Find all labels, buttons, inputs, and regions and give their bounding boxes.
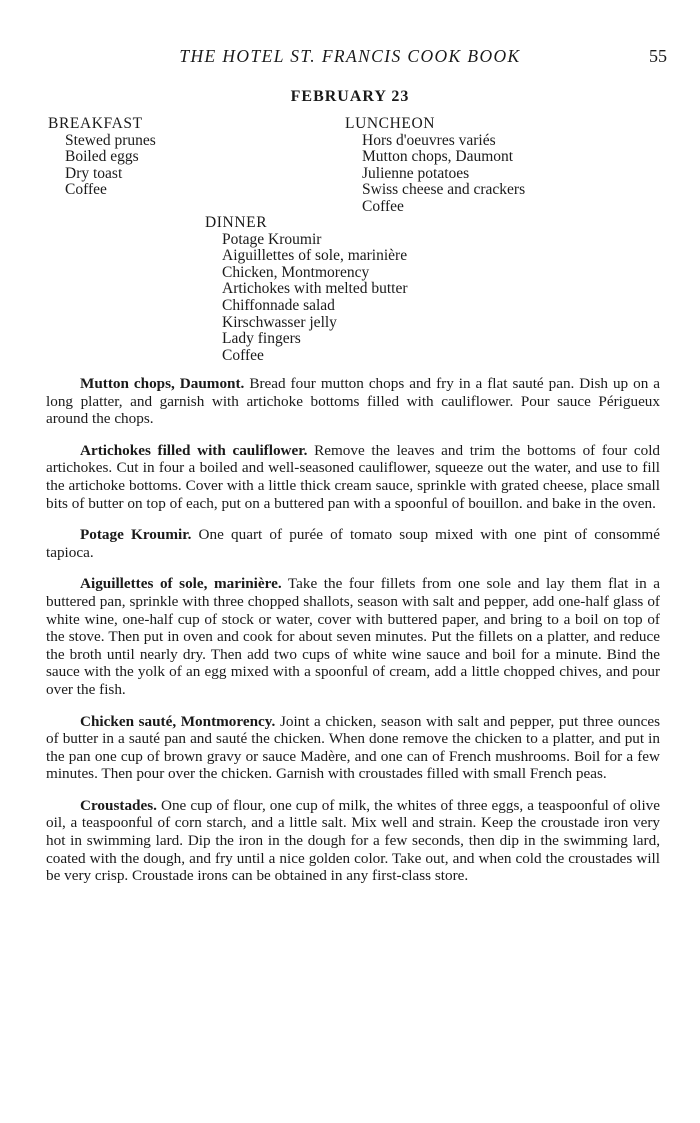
recipe-paragraph bbox=[46, 442, 660, 512]
menu-item: Lady fingers bbox=[222, 330, 301, 348]
page-header bbox=[0, 46, 700, 70]
menu-item: Potage Kroumir bbox=[222, 230, 322, 248]
dinner-menu bbox=[205, 215, 408, 364]
menu-item: Hors d'oeuvres variés bbox=[362, 131, 496, 149]
menu-item: Kirschwasser jelly bbox=[222, 313, 337, 331]
menu-item: Dry toast bbox=[65, 164, 123, 182]
recipes bbox=[46, 375, 660, 899]
breakfast-title: BREAKFAST bbox=[48, 115, 143, 132]
recipe-text: One cup of flour, one cup of milk, the whites of three eggs, a teaspoonful of olive oil, a teaspoonful of corn starch, and a little salt. Mix well and strain. Keep the croustade iron very hot in swimming lard. Dip the iron in the dough for a few seconds, then dip in the swimming lard, coated with the dough, and fry until a nice golden color. Take out, and when cold the croustades will be very crisp. Croustade irons can be obtained in any first-class store. bbox=[46, 796, 661, 885]
dinner-title: DINNER bbox=[205, 214, 268, 231]
breakfast-menu bbox=[48, 116, 156, 199]
recipe-text: Joint a chicken, season with salt and pepper, put three ounces of butter in a sauté pan and sauté the chicken. When done remove the chicken to a platter, and put in the pan one cup of brown gravy or sauce Madère, and one can of French mushrooms. Boil for a few minutes. Then pour over the chicken. Garnish with croustades filled with small French peas. bbox=[46, 712, 660, 783]
menu-item: Artichokes with melted butter bbox=[222, 280, 408, 298]
menu-item: Coffee bbox=[362, 197, 404, 215]
running-title: THE HOTEL ST. FRANCIS COOK BOOK bbox=[179, 46, 521, 66]
recipe-text: Take the four fillets from one sole and lay them flat in a buttered pan, sprinkle with three chopped shallots, season with salt and pepper, add one-half glass of white wine, one-half cup of stock or water, cover with buttered paper, and bring to a boil on top of the stove. Then put in oven and cook for about seven minutes. Put the fillets on a platter, and reduce the broth until nearly dry. Then add two cups of white wine sauce and boil for a minute. Bind the sauce with the yolk of an egg mixed with a spoonful of cream, add a little chopped chives, and pour over the fish. bbox=[46, 575, 660, 698]
recipe-text: Bread four mutton chops and fry in a flat sauté pan. Dish up on a long platter, and garnish with artichoke bottoms filled with cauliflower. Pour sauce Périgueux around the chops. bbox=[46, 375, 661, 428]
recipe-name: Chicken sauté, Montmorency. bbox=[80, 712, 276, 730]
menu-item: Aiguillettes of sole, marinière bbox=[222, 247, 408, 265]
recipe-name: Potage Kroumir. bbox=[80, 526, 192, 544]
recipe-paragraph bbox=[46, 797, 660, 885]
menu-item: Chiffonnade salad bbox=[222, 296, 335, 314]
menu-item: Stewed prunes bbox=[65, 131, 156, 149]
menu-item: Chicken, Montmorency bbox=[222, 263, 370, 281]
recipe-text: Remove the leaves and trim the bottoms of four cold artichokes. Cut in four a boiled and well-seasoned cauliflower, squeeze out the water, and use to fill the artichoke bottoms. Cover with a little thick cream sauce, sprinkle with grated cheese, place small bits of butter on top of each, put on a buttered pan with a spoonful of bouillon. and bake in the oven. bbox=[46, 441, 661, 512]
luncheon-title: LUNCHEON bbox=[345, 115, 436, 132]
luncheon-menu bbox=[345, 116, 525, 216]
recipe-name: Aiguillettes of sole, marinière. bbox=[80, 575, 282, 593]
recipe-paragraph bbox=[46, 713, 660, 783]
menu-item: Julienne potatoes bbox=[362, 164, 470, 182]
date-heading: FEBRUARY 23 bbox=[290, 88, 410, 105]
recipe-paragraph bbox=[46, 375, 660, 428]
recipe-name: Croustades. bbox=[80, 796, 157, 814]
menu-item: Boiled eggs bbox=[65, 148, 139, 166]
recipe-paragraph bbox=[46, 526, 660, 561]
menu-item: Coffee bbox=[65, 181, 107, 199]
menu-item: Coffee bbox=[222, 346, 264, 364]
menu-item: Mutton chops, Daumont bbox=[362, 148, 514, 166]
recipe-name: Mutton chops, Daumont. bbox=[80, 375, 245, 392]
recipe-text: One quart of purée of tomato soup mixed with one pint of consommé tapioca. bbox=[46, 526, 660, 561]
recipe-paragraph bbox=[46, 575, 660, 698]
menu-item: Swiss cheese and crackers bbox=[362, 181, 526, 199]
page-number: 55 bbox=[649, 46, 667, 66]
recipe-name: Artichokes filled with cauliflower. bbox=[80, 441, 308, 459]
